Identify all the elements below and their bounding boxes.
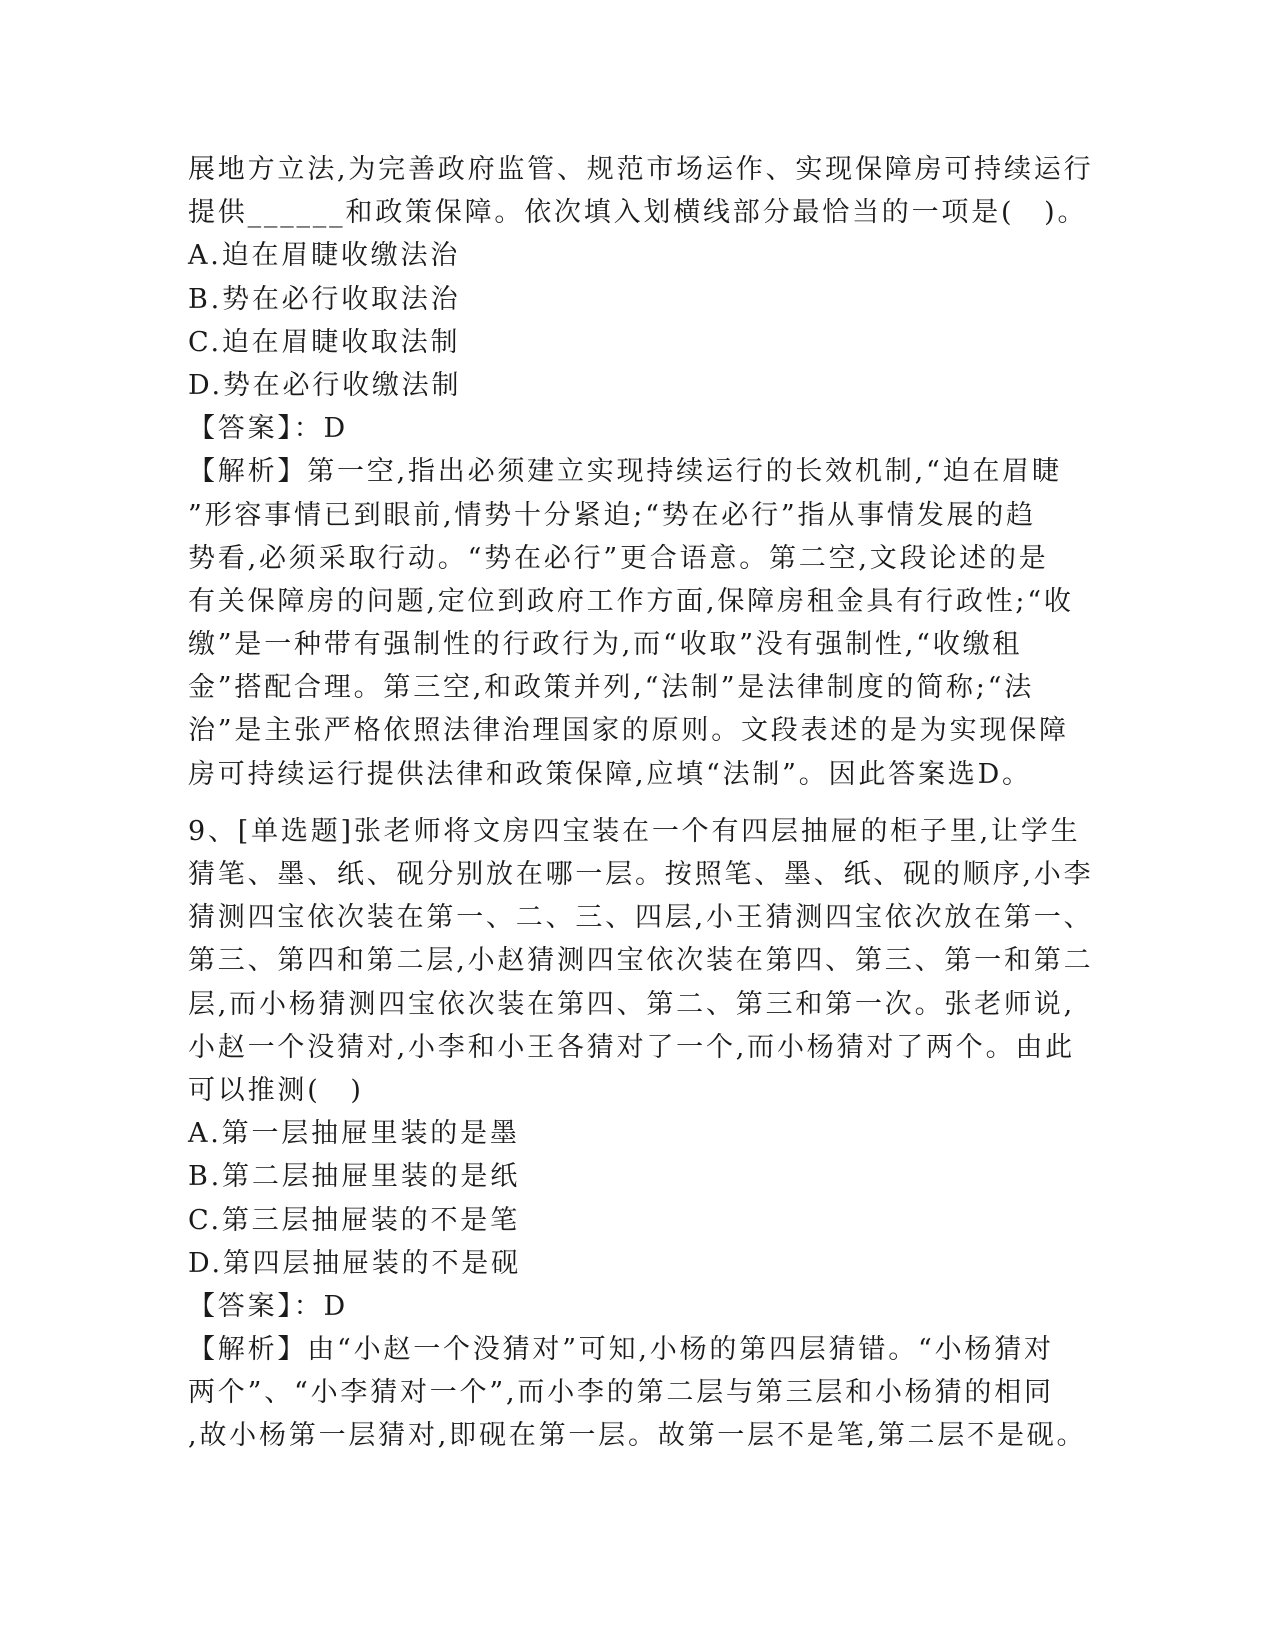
q9-analysis-line: 【解析】由“小赵一个没猜对”可知,小杨的第四层猜错。“小杨猜对 [188,1334,1054,1366]
q9-stem-line: 猜笔、墨、纸、砚分别放在哪一层。按照笔、墨、纸、砚的顺序,小李 [188,859,1094,890]
q8-option-d: D.势在必行收缴法制 [188,369,462,401]
q8-option-c: C.迫在眉睫收取法制 [188,326,461,358]
q9-stem-line: 层,而小杨猜测四宝依次装在第四、第二、第三和第一次。张老师说, [188,988,1075,1020]
document-page [188,148,1094,1458]
question-8 [188,148,1094,796]
q8-analysis-line: 金”搭配合理。第三空,和政策并列,“法制”是法律制度的简称;“法 [188,672,1035,704]
q9-stem-line: 小赵一个没猜对,小李和小王各猜对了一个,而小杨猜对了两个。由此 [188,1031,1075,1063]
q8-analysis-line: ”形容事情已到眼前,情势十分紧迫;“势在必行”指从事情发展的趋 [188,499,1036,531]
q8-analysis-line: 缴”是一种带有强制性的行政行为,而“收取”没有强制性,“收缴租 [188,629,1023,661]
q9-option-b: B.第二层抽屉里装的是纸 [188,1161,521,1193]
q8-option-b: B.势在必行收取法治 [188,283,461,315]
q9-analysis-line: 两个”、“小李猜对一个”,而小李的第二层与第三层和小杨猜的相同 [188,1377,1054,1409]
q8-analysis-line: 有关保障房的问题,定位到政府工作方面,保障房租金具有行政性;“收 [188,585,1074,617]
q8-stem-line: 展地方立法,为完善政府监管、规范市场运作、实现保障房可持续运行 [188,154,1094,185]
q8-analysis-line: 【解析】第一空,指出必须建立实现持续运行的长效机制,“迫在眉睫 [188,456,1062,488]
q8-analysis-line: 治”是主张严格依照法律治理国家的原则。文段表述的是为实现保障 [188,715,1069,747]
q8-analysis-line: 房可持续运行提供法律和政策保障,应填“法制”。因此答案选D。 [188,758,1032,790]
q8-option-a: A.迫在眉睫收缴法治 [188,240,461,272]
q9-answer: 【答案】：D [188,1290,348,1322]
q8-answer: 【答案】：D [188,413,348,445]
q8-analysis-line: 势看,必须采取行动。“势在必行”更合语意。第二空,文段论述的是 [188,542,1049,574]
q9-stem-line: 猜测四宝依次装在第一、二、三、四层,小王猜测四宝依次放在第一、 [188,902,1094,934]
q9-option-a: A.第一层抽屉里装的是墨 [188,1118,520,1150]
q9-analysis-line: ,故小杨第一层猜对,即砚在第一层。故第一层不是笔,第二层不是砚。 [188,1420,1087,1452]
q9-stem-line: 9、[单选题]张老师将文房四宝装在一个有四层抽屉的柜子里,让学生 [188,815,1081,847]
q9-option-d: D.第四层抽屉装的不是砚 [188,1247,521,1279]
question-9 [188,810,1094,1458]
q8-stem-line: 提供______和政策保障。依次填入划横线部分最恰当的一项是( )。 [188,197,1088,229]
q9-stem-line: 第三、第四和第二层,小赵猜测四宝依次装在第四、第三、第一和第二 [188,945,1094,977]
q9-stem-line: 可以推测( ) [188,1074,364,1106]
q9-option-c: C.第三层抽屉装的不是笔 [188,1204,520,1236]
question-spacer [188,796,1088,810]
